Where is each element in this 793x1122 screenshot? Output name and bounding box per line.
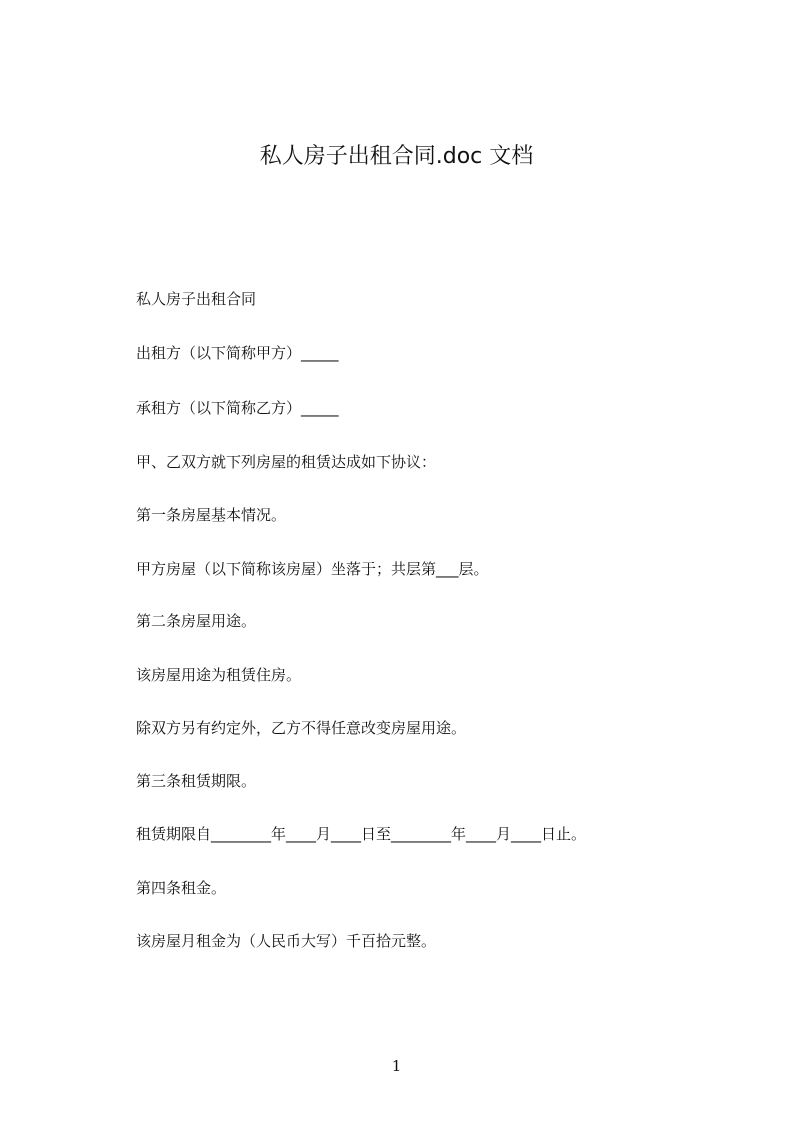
article-1-heading: 第一条房屋基本情况。 <box>136 506 287 524</box>
article-2-text: 该房屋用途为租赁住房。 <box>136 666 302 684</box>
contract-heading: 私人房子出租合同 <box>136 290 257 308</box>
document-title: 私人房子出租合同.doc 文档 <box>259 144 534 169</box>
lessor-line: 出租方（以下简称甲方）_____ <box>136 344 339 362</box>
article-3-heading: 第三条租赁期限。 <box>136 772 257 790</box>
article-3-text: 租赁期限自________年____月____日至________年____月____日止。 <box>136 825 587 843</box>
article-1-text: 甲方房屋（以下简称该房屋）坐落于；共层第___层。 <box>136 560 489 578</box>
lessee-line: 承租方（以下简称乙方）_____ <box>136 399 339 417</box>
page-number: 1 <box>391 1057 402 1075</box>
article-2-text-2: 除双方另有约定外，乙方不得任意改变房屋用途。 <box>136 719 467 737</box>
article-2-heading: 第二条房屋用途。 <box>136 612 257 630</box>
article-4-heading: 第四条租金。 <box>136 879 227 897</box>
article-4-text: 该房屋月租金为（人民币大写）千百拾元整。 <box>136 932 437 950</box>
agreement-intro: 甲、乙双方就下列房屋的租赁达成如下协议： <box>136 453 437 471</box>
